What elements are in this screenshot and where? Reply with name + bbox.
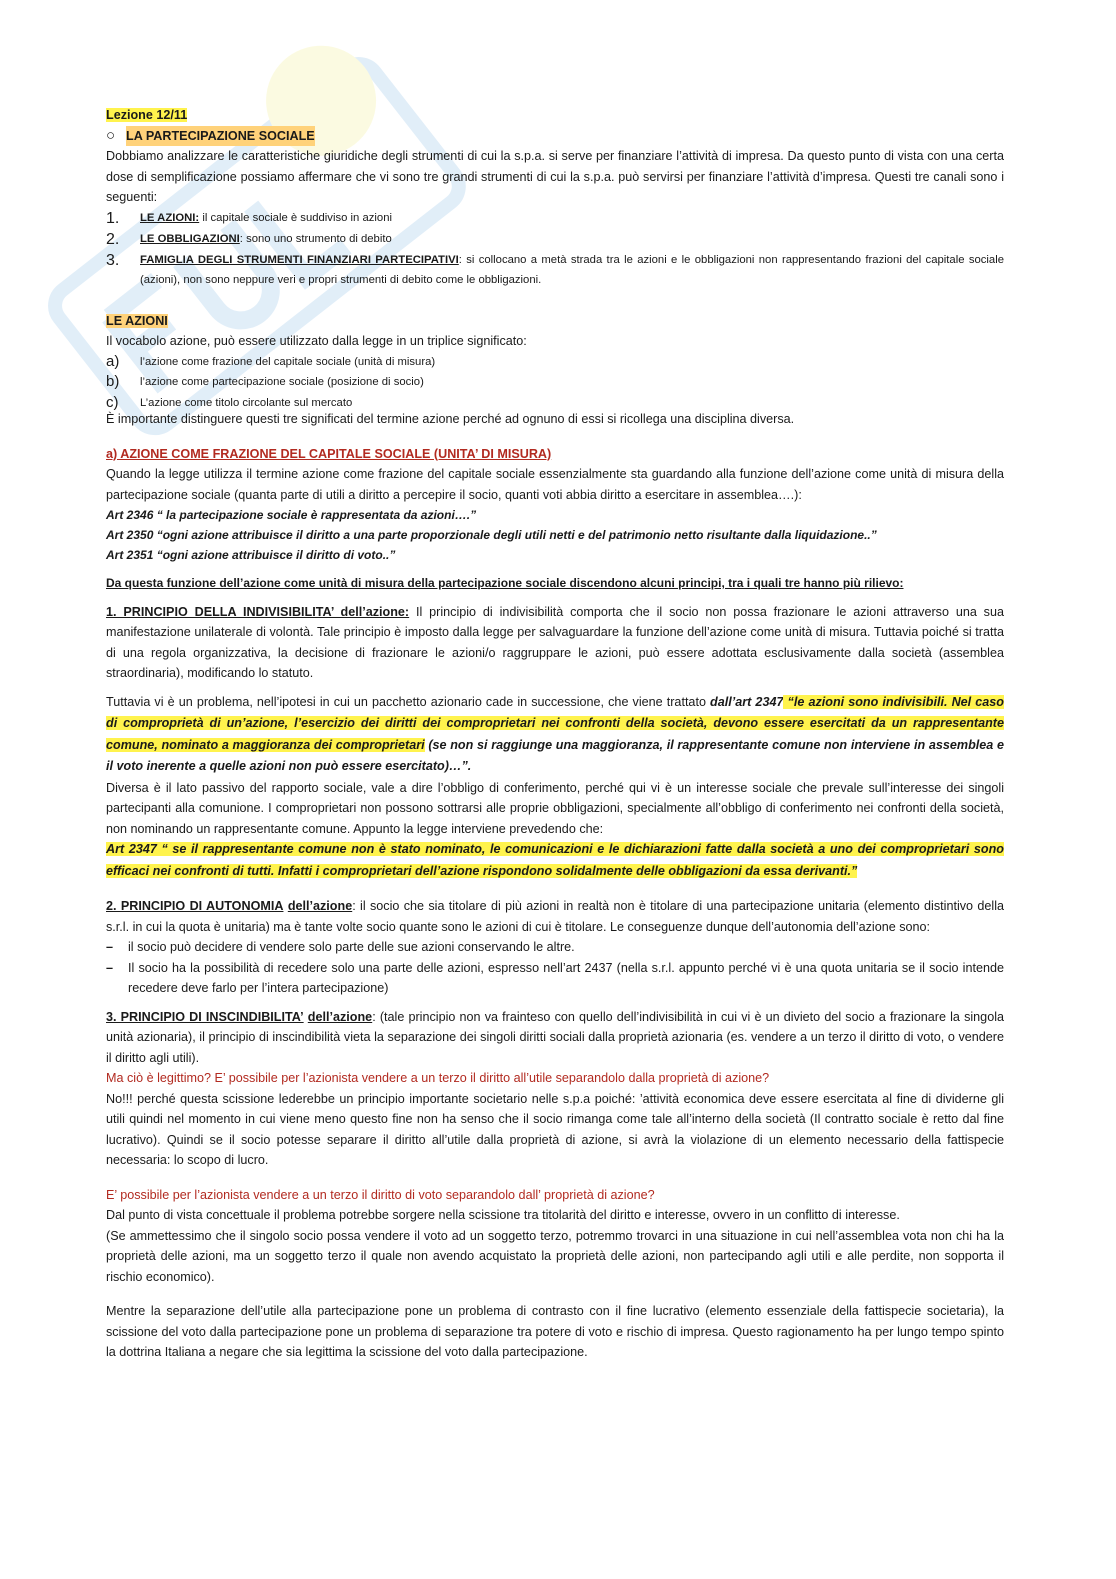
- question-voto: E’ possibile per l’azionista vendere a un terzo il diritto di voto separandolo dall’ proprietà di azione?: [106, 1187, 655, 1202]
- list-item: a) l’azione come frazione del capitale sociale (unità di misura): [106, 352, 436, 370]
- conclusion: Mentre la separazione dell’utile alla partecipazione pone un problema di contrasto con il fine lucrativo (elemento essenziale della fattispecie societaria), la scissione del voto dalla partecipazione pone un problema di separazione tra potere di voto e rischio di impresa. Questo ragionamento ha per lungo tempo spinto la dottrina Italiana a negare che sia legittima la scissione del voto dalla partecipazione.: [106, 1304, 1004, 1359]
- principle-2: 2. PRINCIPIO DI AUTONOMIA dell’azione: il socio che sia titolare di più azioni in realtà non è titolare di una partecipazione unitaria (elemento distintivo della s.r.l. in cui la quota è unitaria) ma è tante volte socio quante sono le azioni di cui è titolare. Le conseguenze dunque dell’autonomia dell’azione sono:: [106, 899, 1005, 934]
- article-quote: Art 2350 “ogni azione attribuisce il diritto a una parte proporzionale degli utili netti e del patrimonio netto risultante dalla liquidazione..”: [106, 528, 877, 542]
- article-quote: Art 2347 “ se il rappresentante comune non è stato nominato, le comunicazioni e le dichiarazioni fatte dalla società a uno dei comproprietari sono efficaci nei confronti di tutti. Infatti i comproprietari dell’azione rispondono solidalmente delle obbligazioni da essa derivanti.”: [106, 842, 1004, 878]
- list-item: 3. FAMIGLIA DEGLI STRUMENTI FINANZIARI PARTECIPATIVI: si collocano a metà strada tra le azioni e le obbligazioni non rappresentando frazioni del capitale sociale (azioni), non sono neppure veri e propri strumenti di debito come le obbligazioni.: [106, 251, 1004, 286]
- principles-heading: Da questa funzione dell’azione come unità di misura della partecipazione sociale discendono alcuni principi, tra i quali tre hanno più rilievo:: [106, 576, 904, 590]
- principle-1: 1. PRINCIPIO DELLA INDIVISIBILITA’ dell’azione: Il principio di indivisibilità comporta che il socio non possa frazionare le azioni attraverso una sua manifestazione unilaterale di volontà. Tale principio è imposto dalla legge per salvaguardare la funzione dell’azione come unità di misura. Tuttavia poiché si tratta di una regola organizzativa, la decisione di frazionare le azioni/o raggruppare le azioni, può essere adottata esclusivamente dalla società (assemblea straordinaria), modificando lo statuto.: [106, 604, 1004, 680]
- list-item: c) L’azione come titolo circolante sul mercato: [106, 393, 353, 411]
- question-utile: Ma ciò è legittimo? E’ possibile per l’azionista vendere a un terzo il diritto all’utile separandolo dalla proprietà di azione?: [106, 1071, 770, 1085]
- circle-bullet-icon: ○: [106, 126, 116, 144]
- principle-1-conferimento: Diversa è il lato passivo del rapporto sociale, vale a dire l’obbligo di conferimento, perché qui vi è un interesse sociale che prevale sull’interesse dei singoli partecipanti alla comunione. I comproprietari non possono sottrarsi alle proprie obbligazioni, specialmente all’obbligo di conferimento nei confronti della società, non nominando un rappresentante comune. Appunto la legge interviene prevedendo che:: [106, 780, 1004, 836]
- section-intro: Dobbiamo analizzare le caratteristiche giuridiche degli strumenti di cui la s.p.a. si serve per finanziare l’attività di impresa. Da questo punto di vista con una certa dose di semplificazione possiamo affermare che vi sono tre grandi strumenti di cui la s.p.a. può servirsi per finanziare l’attività d’impresa. Questi tre canali sono i seguenti:: [106, 149, 1004, 204]
- document-page: [106, 105, 1004, 1363]
- answer-voto: Dal punto di vista concettuale il problema potrebbe sorgere nella scissione tra titolarità del diritto e interesse, ovvero in un conflitto di interesse.: [106, 1208, 900, 1222]
- section-title: LA PARTECIPAZIONE SOCIALE: [126, 126, 315, 147]
- section-title: a) AZIONE COME FRAZIONE DEL CAPITALE SOCIALE (UNITA’ DI MISURA): [106, 446, 552, 461]
- list-item: 1. LE AZIONI: il capitale sociale è suddiviso in azioni: [106, 209, 392, 227]
- section-intro: Il vocabolo azione, può essere utilizzato dalla legge in un triplice significato:: [106, 334, 527, 348]
- answer-voto-detail: (Se ammettessimo che il singolo socio possa vendere il voto ad un soggetto terzo, potremmo trovarci in una situazione in cui nell’assemblea vota non chi ha la proprietà delle azioni, ma un soggetto terzo il quale non avendo acquistato la proprietà delle azioni, non partecipando agli utili e alle perdite, non sopporta il rischio economico).: [106, 1228, 1004, 1284]
- answer-utile: No!!! perché questa scissione lederebbe un principio importante societario nelle s.p.a poiché: ’attività economica deve essere esercitata al fine di dividerne gli utili quindi nel momento in cui viene meno questo fine non ha senso che il socio rimanga come tale all’interno della società (Il contratto sociale è retto dal fine lucrativo). Quindi se il socio potesse separare il diritto all’utile dalla proprietà di azione, si avrà la violazione di un elemento necessario della fattispecie necessaria: lo scopo di lucro.: [106, 1091, 1004, 1167]
- list-item: – il socio può decidere di vendere solo parte delle sue azioni conservando le altre.: [106, 940, 575, 954]
- section-outro: È importante distinguere questi tre significati del termine azione perché ad ognuno di essi si ricollega una disciplina diversa.: [106, 412, 795, 426]
- article-quote: Art 2346 “ la partecipazione sociale è rappresentata da azioni….”: [106, 508, 477, 522]
- section-title: LE AZIONI: [106, 313, 168, 328]
- article-quote: Art 2351 “ogni azione attribuisce il diritto di voto..”: [106, 548, 396, 562]
- list-item: b) l’azione come partecipazione sociale (posizione di socio): [106, 373, 424, 390]
- section-intro: Quando la legge utilizza il termine azione come frazione del capitale sociale essenzialmente sta guardando alla funzione dell’azione come unità di misura della partecipazione sociale (quanta parte di utili a diritto a percepire il socio, quanti voti abbia diritto a esercitare in assemblea….):: [106, 467, 1004, 502]
- lesson-heading: Lezione 12/11: [106, 108, 188, 122]
- list-item: – Il socio ha la possibilità di recedere solo una parte delle azioni, espresso nell’art 2437 (nella s.r.l. appunto perché vi è una quota unitaria se il socio intende recedere deve farlo per l’intera partecipazione): [106, 960, 1004, 995]
- principle-3: 3. PRINCIPIO DI INSCINDIBILITA’ dell’azione: (tale principio non va frainteso con quello dell’indivisibilità in cui vi è un divieto del socio a frazionare la singola unità azionaria), il principio di inscindibilità vieta la separazione dei singoli diritti sociali dalla proprietà azionaria (es. vendere a un terzo il diritto di voto, o vendere il diritto agli utili).: [106, 1009, 1004, 1065]
- principle-1-successione: Tuttavia vi è un problema, nell’ipotesi in cui un pacchetto azionario cade in successione, che viene trattato dall’art 2347 “le azioni sono indivisibili. Nel caso di comproprietà di un’azione, l’esercizio dei diritti dei comproprietari nei confronti della società, devono essere esercitati da un rappresentante comune, nominato a maggioranza dei comproprietari (se non si raggiunge una maggioranza, il rappresentante comune non interviene in assemblea e il voto inerente a quelle azioni non può essere esercitato)…”.: [106, 694, 1004, 773]
- list-item: 2. LE OBBLIGAZIONI: sono uno strumento di debito: [106, 230, 392, 248]
- section-partecipazione-heading: [106, 126, 1004, 147]
